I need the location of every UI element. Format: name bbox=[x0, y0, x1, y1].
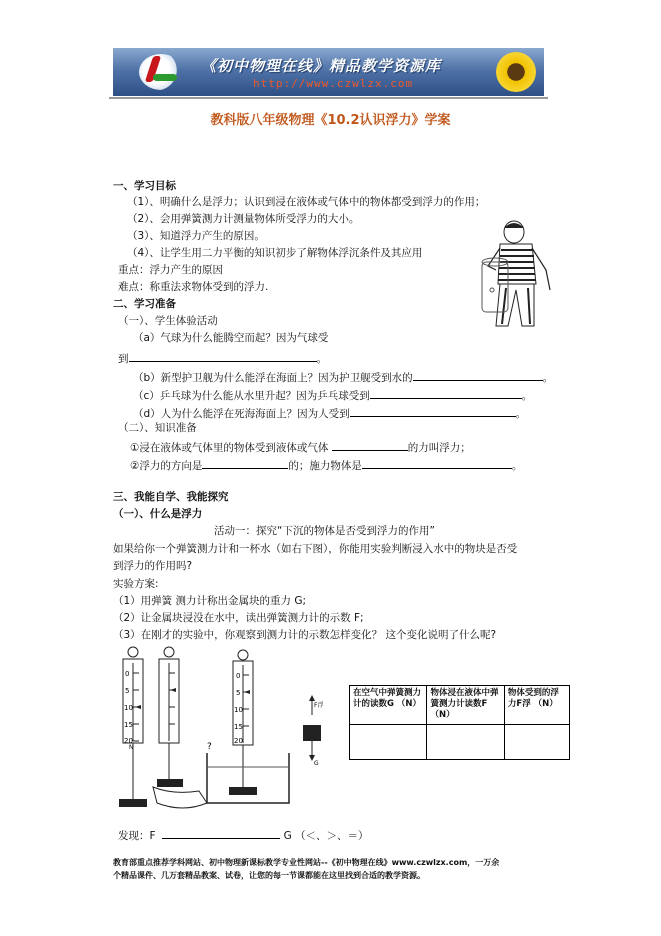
banner-title: 《初中物理在线》精品教学资源库 bbox=[201, 57, 442, 75]
question-a bbox=[133, 332, 328, 345]
objective-4: （4）、让学生用二力平衡的知识初步了解物体浮沉条件及其应用 bbox=[127, 247, 423, 259]
svg-text:5: 5 bbox=[125, 687, 130, 695]
question-a-text: （a）气球为什么能腾空而起？因为气球受 bbox=[133, 332, 329, 344]
difficulty-point: 难点：称重法求物体受到的浮力. bbox=[118, 281, 269, 293]
finding-line bbox=[118, 827, 369, 843]
spring-scale-3 bbox=[207, 650, 289, 803]
svg-text:15: 15 bbox=[234, 723, 243, 731]
footer-line-1: 教育部重点推荐学科网站、初中物理新课标教学专业性网站--《初中物理在线》www.czwlzx.com，一万余 bbox=[113, 858, 500, 867]
question-d-text: （d）人为什么能浮在死海海面上？因为人受到 bbox=[133, 408, 350, 420]
boy-with-beaker-illustration bbox=[470, 218, 560, 332]
page-title: 教科版八年级物理《10.2认识浮力》学案 bbox=[210, 113, 451, 128]
header-cell-f: 物体浸在液体中弹簧测力计读数F（N） bbox=[427, 686, 504, 725]
step-1: （1）用弹簧 测力计称出金属块的重力 G; bbox=[113, 595, 307, 607]
knowledge-2 bbox=[130, 457, 522, 473]
answer-blank-a[interactable] bbox=[129, 350, 317, 362]
finding-label: 发现：F bbox=[118, 830, 156, 842]
period: 。 bbox=[316, 353, 327, 365]
knowledge-1 bbox=[130, 439, 471, 455]
answer-blank-finding[interactable] bbox=[162, 827, 280, 839]
section2-sub2: （二）、知识准备 bbox=[118, 422, 197, 434]
answer-blank-c[interactable] bbox=[370, 387, 522, 399]
question-d bbox=[133, 405, 526, 421]
spring-scale-2 bbox=[153, 647, 207, 808]
question-b bbox=[133, 369, 553, 385]
table-header-row bbox=[350, 686, 570, 725]
banner-url: http://www.czwlzx.com bbox=[253, 77, 414, 90]
knowledge-2-text: ②浮力的方向是 bbox=[130, 460, 203, 472]
svg-text:15: 15 bbox=[124, 721, 133, 729]
knowledge-1-tail: 的力叫浮力； bbox=[407, 442, 471, 454]
svg-text:N: N bbox=[129, 744, 134, 751]
logo-green-mark bbox=[153, 74, 177, 81]
question-line-2: 到浮力的作用吗? bbox=[113, 560, 193, 572]
svg-text:0: 0 bbox=[125, 670, 130, 678]
section1-heading: 一、学习目标 bbox=[113, 180, 176, 192]
input-cell-g[interactable] bbox=[350, 725, 427, 760]
period: 。 bbox=[542, 372, 554, 384]
finding-options: G （＜、＞、＝） bbox=[283, 830, 369, 842]
objective-3: （3）、知道浮力产生的原因。 bbox=[127, 230, 265, 242]
objective-2: （2）、会用弹簧测力计测量物体所受浮力的大小。 bbox=[127, 213, 360, 225]
section2-sub1: （一）、学生体验活动 bbox=[118, 315, 218, 327]
period: 。 bbox=[515, 408, 527, 420]
question-mark: ? bbox=[207, 742, 212, 752]
svg-text:20: 20 bbox=[234, 737, 243, 745]
svg-text:5: 5 bbox=[236, 689, 241, 697]
svg-text:10: 10 bbox=[234, 706, 243, 714]
svg-text:20: 20 bbox=[124, 737, 133, 745]
header-banner bbox=[113, 48, 544, 96]
answer-blank-k2a[interactable] bbox=[202, 457, 288, 469]
plan-label: 实验方案: bbox=[113, 578, 159, 590]
spring-scale-figure bbox=[113, 645, 343, 815]
input-cell-buoyancy[interactable] bbox=[504, 725, 569, 760]
answer-blank-d[interactable] bbox=[350, 405, 516, 417]
section2-heading: 二、学习准备 bbox=[113, 298, 176, 310]
knowledge-1-text: ①浸在液体或气体里的物体受到液体或气体 bbox=[130, 442, 329, 454]
answer-blank-b[interactable] bbox=[413, 369, 543, 381]
force-diagram bbox=[303, 695, 323, 767]
header-cell-buoyancy: 物体受到的浮力F浮 （N） bbox=[504, 686, 569, 725]
site-logo bbox=[139, 54, 183, 90]
svg-text:10: 10 bbox=[124, 704, 133, 712]
knowledge-2-end: 。 bbox=[511, 460, 523, 472]
answer-blank-k2b[interactable] bbox=[362, 457, 512, 469]
step-2: （2）让金属块浸没在水中，读出弹簧测力计的示数 F; bbox=[113, 612, 364, 624]
question-c bbox=[133, 387, 532, 403]
question-line-1: 如果给你一个弹簧测力计和一杯水（如右下图），你能用实验判断浸入水中的物块是否受 bbox=[113, 543, 518, 555]
question-a-cont-text: 到 bbox=[118, 353, 129, 365]
question-a-cont bbox=[118, 350, 327, 366]
step-3: （3）在刚才的实验中，你观察到测力计的示数怎样变化？ 这个变化说明了什么呢? bbox=[113, 629, 497, 641]
footer-line-2: 个精品课件、几万套精品教案、试卷，让您的每一节课都能在这里找到合适的教学资源。 bbox=[113, 871, 425, 880]
svg-text:0: 0 bbox=[236, 672, 241, 680]
sunflower-icon bbox=[496, 52, 536, 92]
section3-heading: 三、我能自学、我能探究 bbox=[113, 491, 229, 503]
header-divider bbox=[109, 97, 548, 99]
knowledge-2-mid: 的；施力物体是 bbox=[288, 460, 362, 472]
table-row bbox=[350, 725, 570, 760]
activity-title: 活动一：探究“下沉的物体是否受到浮力的作用” bbox=[214, 525, 435, 537]
spring-scale-1 bbox=[119, 647, 147, 807]
input-cell-f[interactable] bbox=[427, 725, 504, 760]
section3-sub: （一）、什么是浮力 bbox=[113, 508, 203, 520]
question-c-text: （c）乒乓球为什么能从水里升起？因为乒乓球受到 bbox=[133, 390, 370, 402]
header-cell-g: 在空气中弹簧测力计的读数G （N） bbox=[350, 686, 427, 725]
data-table bbox=[349, 685, 570, 760]
objective-1: （1）、明确什么是浮力；认识到浸在液体或气体中的物体都受到浮力的作用； bbox=[127, 196, 486, 208]
period: 。 bbox=[521, 390, 533, 402]
question-b-text: （b）新型护卫舰为什么能浮在海面上？因为护卫舰受到水的 bbox=[133, 372, 413, 384]
footer bbox=[113, 856, 499, 882]
svg-text:G: G bbox=[314, 760, 319, 767]
svg-text:F浮: F浮 bbox=[314, 702, 324, 709]
answer-blank-k1[interactable] bbox=[332, 439, 408, 451]
key-point: 重点：浮力产生的原因 bbox=[118, 264, 223, 276]
